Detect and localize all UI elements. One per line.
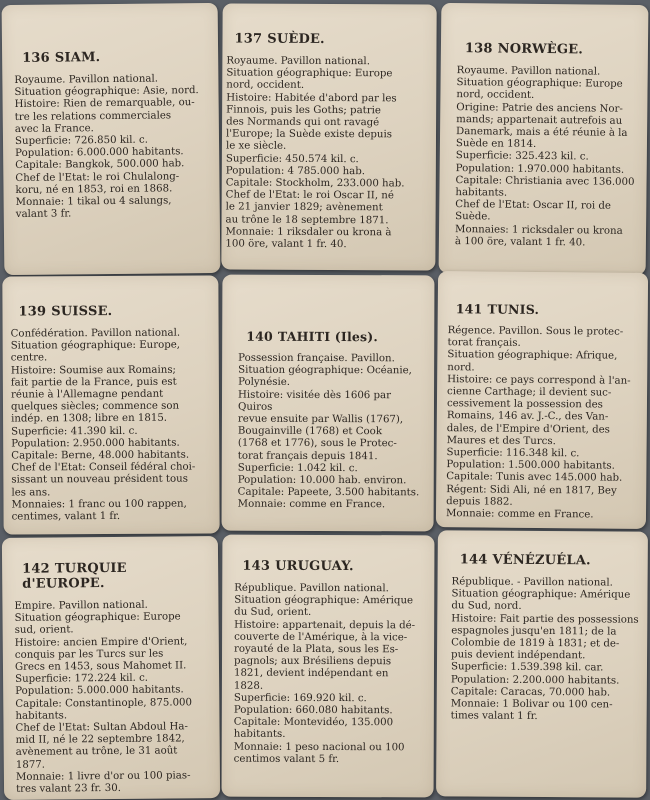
card-tahiti xyxy=(222,275,435,532)
card-line: Royaume. Pavillon national. xyxy=(226,55,370,68)
card-line: nord, occident. xyxy=(226,79,305,92)
card-country: TAHITI (Iles). xyxy=(277,328,379,345)
card-line: Situation géographique: Asie, nord. xyxy=(14,85,199,99)
card-line: Capitale: Christiania avec 136.000 xyxy=(455,174,635,188)
card-line: koru, né en 1853, roi en 1868. xyxy=(15,183,173,196)
card-title xyxy=(14,560,210,592)
card-uruguay xyxy=(222,535,435,798)
card-line: République. - Pavillon national. xyxy=(451,576,613,589)
card-line: Capitale: Papeete, 3.500 habitants. xyxy=(237,486,420,499)
card-line: Superficie: 325.423 kil. c. xyxy=(455,150,589,163)
card-line: centimos valant 5 fr. xyxy=(233,753,340,765)
card-line: Romains, 146 av. J.-C., des Van- xyxy=(446,410,609,424)
card-title xyxy=(226,31,428,47)
card-line: Maures et des Turcs. xyxy=(446,434,556,447)
card-line: Royaume. Pavillon national. xyxy=(456,65,601,78)
card-line: avec la France. xyxy=(14,122,94,135)
card-line: Superficie: 41.390 kil. c. xyxy=(11,425,138,438)
card-line: 1877. xyxy=(15,759,46,771)
card-line: Population: 2.950.000 habitants. xyxy=(11,437,180,450)
card-line: Chef de l'Etat: Conseil fédéral choi- xyxy=(11,461,196,474)
card-line: Polynésie. xyxy=(238,377,291,389)
card-line: Empire. Pavillon national. xyxy=(14,599,148,612)
card-text xyxy=(238,353,427,512)
card-line: Situation géographique: Océanie, xyxy=(238,364,412,377)
card-line: Monnaie: comme en France. xyxy=(445,508,594,521)
card-line: fait partie de la France, puis est xyxy=(10,376,177,389)
card-line: Situation géographique: Europe, xyxy=(10,339,181,352)
card-title xyxy=(457,41,642,58)
card-line: Grecs en 1453, sous Mahomet II. xyxy=(14,660,187,673)
card-line: Régence. Pavillon. Sous le protec- xyxy=(447,325,624,338)
card-line: Situation géographique: Europe xyxy=(456,77,623,91)
card-number: 137 xyxy=(234,31,263,47)
card-line: République. Pavillon national. xyxy=(234,582,389,595)
card-line: mands; appartenait autrefois au xyxy=(456,113,623,127)
card-country: URUGUAY. xyxy=(275,558,354,575)
card-country: TURQUIE d'EUROPE. xyxy=(22,560,127,592)
card-line: Monnaie: comme en France. xyxy=(237,499,386,511)
card-line: centre. xyxy=(10,352,48,364)
card-title xyxy=(448,301,642,318)
card-line: réunie à l'Allemagne pendant xyxy=(10,388,164,401)
card-line: Histoire: visitée dès 1606 par Quiros xyxy=(237,389,392,413)
card-line: Population: 660.080 habitants. xyxy=(233,704,393,717)
card-line: Chef de l'Etat: Oscar II, roi de xyxy=(455,199,612,212)
card-text xyxy=(451,576,642,724)
card-suede xyxy=(221,3,436,270)
card-line: Histoire: appartenait, depuis la dé- xyxy=(234,619,416,631)
card-line: Capitale: Constantinople, 875.000 xyxy=(15,696,193,710)
card-line: Histoire: ancien Empire d'Orient, xyxy=(14,635,188,649)
card-line: Capitale: Stockholm, 233.000 hab. xyxy=(225,177,405,190)
card-line: couverte de l'Amérique, à la vice- xyxy=(234,631,408,644)
card-line: Population: 4 785.000 hab. xyxy=(225,165,366,178)
card-line: Capitale: Berne, 48.000 habitants. xyxy=(11,449,190,462)
card-line: sud, orient. xyxy=(14,624,74,637)
card-number: 143 xyxy=(242,558,271,574)
card-line: indép. en 1308; libre en 1815. xyxy=(11,413,168,425)
card-line: Capitale: Montevidéo, 135.000 xyxy=(233,716,394,729)
card-line: Situation géographique: Amérique xyxy=(451,588,631,601)
card-line: pagnols; aux Brésiliens depuis xyxy=(233,655,392,668)
card-line: Chef de l'Etat: Sultan Abdoul Ha- xyxy=(15,721,188,734)
card-line: tres valant 23 fr. 30. xyxy=(16,782,122,795)
card-line: Superficie: 116.348 kil. c. xyxy=(446,447,580,460)
card-title xyxy=(14,49,208,66)
card-line: 100 öre, valant 1 fr. 40. xyxy=(225,238,347,251)
card-line: Suède en 1814. xyxy=(455,138,537,151)
card-line: le 21 janvier 1829; avènement xyxy=(225,201,383,214)
card-line: Population: 6.000.000 habitants. xyxy=(15,146,184,160)
card-line: Monnaies: 1 ricksdaler ou krona xyxy=(454,223,623,237)
card-line: Régent: Sidi Ali, né en 1817, Bey xyxy=(446,483,617,497)
card-line: Chef de l'Etat: le roi Chulalong- xyxy=(15,170,180,184)
card-line: Possession française. Pavillon. xyxy=(238,352,395,365)
card-country: VÉNÉZUÉLA. xyxy=(492,552,591,569)
card-line: Chef de l'Etat: le roi Oscar II, né xyxy=(225,189,394,202)
card-line: Population: 5.000.000 habitants. xyxy=(15,684,184,698)
card-line: Superficie: 169.920 kil. c. xyxy=(233,692,367,704)
card-line: Origine: Patrie des anciens Nor- xyxy=(456,101,623,115)
card-line: Monnaie: 1 riksdaler ou krona à xyxy=(225,226,392,239)
card-norwege xyxy=(439,3,649,275)
card-line: Superficie: 726.850 kil. c. xyxy=(14,134,148,148)
card-line: (1768 et 1776), sous le Protec- xyxy=(237,438,397,450)
card-text xyxy=(14,599,212,796)
card-text xyxy=(11,327,210,523)
card-line: mid II, né le 22 septembre 1842, xyxy=(15,733,185,747)
card-number: 141 xyxy=(455,301,483,317)
card-line: dales, de l'Empire d'Orient, des xyxy=(446,422,610,436)
card-line: Monnaies: 1 franc ou 100 rappen, xyxy=(11,498,187,511)
card-line: tre les relations commerciales xyxy=(14,109,172,123)
card-line: habitants. xyxy=(455,187,508,199)
card-line: centimes, valant 1 fr. xyxy=(11,511,121,523)
card-line: nord, occident. xyxy=(456,89,535,102)
card-line: Confédération. Pavillon national. xyxy=(10,327,181,340)
card-line: Monnaie: 1 peso nacional ou 100 xyxy=(233,741,405,753)
card-line: puis devient indépendant. xyxy=(451,649,586,662)
card-line: conquis par les Turcs sur les xyxy=(14,648,164,661)
card-text xyxy=(455,65,642,250)
card-line: Royaume. Pavillon national. xyxy=(14,73,158,87)
card-line: des Normands qui ont ravagé xyxy=(226,116,380,129)
card-line: le xe siècle. xyxy=(225,140,287,153)
card-number: 138 xyxy=(464,41,493,57)
card-line: les ans. xyxy=(11,486,51,499)
card-country: SIAM. xyxy=(54,50,101,66)
card-line: torat français. xyxy=(447,337,521,350)
card-line: Monnaie: 1 livre d'or ou 100 pias- xyxy=(15,770,191,783)
card-number: 144 xyxy=(459,552,488,568)
card-line: Finnois, puis les Goths; patrie xyxy=(226,104,381,117)
card-line: avènement au trône, le 31 août xyxy=(15,745,178,759)
card-title xyxy=(452,552,642,568)
card-text xyxy=(446,325,642,522)
card-line: Superficie: 450.574 kil. c. xyxy=(225,153,359,165)
card-line: cienne Carthage; il devient suc- xyxy=(447,386,612,399)
card-line: torat français depuis 1841. xyxy=(237,450,378,462)
card-line: depuis 1882. xyxy=(446,496,513,508)
card-line: Superficie: 1.539.398 kil. car. xyxy=(450,661,604,674)
card-text xyxy=(234,583,429,767)
card-line: Capitale: Tunis avec 145.000 hab. xyxy=(446,471,623,485)
card-line: Population: 10.000 hab. environ. xyxy=(237,474,407,487)
card-venezuela xyxy=(436,530,648,797)
card-line: habitants. xyxy=(233,729,286,741)
card-line: Situation géographique: Afrique, xyxy=(447,349,618,363)
card-line: Population: 1.500.000 habitants. xyxy=(446,459,615,472)
card-line: times valant 1 fr. xyxy=(450,710,538,723)
card-line: Superficie: 172.224 kil. c. xyxy=(15,672,149,686)
card-line: Monnaie: 1 Bolivar ou 100 cen- xyxy=(450,698,613,711)
card-line: Danemark, mais a été réunie à la xyxy=(456,126,628,139)
card-line: valant 3 fr. xyxy=(15,208,72,221)
card-line: au trône le 18 septembre 1871. xyxy=(225,214,389,226)
card-title xyxy=(10,303,208,319)
card-suisse xyxy=(2,275,219,534)
card-line: Bougainville (1768) et Cook xyxy=(237,425,383,438)
card-line: habitants. xyxy=(15,710,68,722)
card-line: Situation géographique: Amérique xyxy=(234,594,414,607)
card-line: l'Europe; la Suède existe depuis xyxy=(225,128,392,141)
card-turquie xyxy=(2,536,220,800)
card-title xyxy=(234,559,428,575)
card-line: Population: 2.200.000 habitants. xyxy=(450,673,620,687)
card-line: revue ensuite par Wallis (1767), xyxy=(237,413,404,426)
card-line: royauté de la Plata, sous les Es- xyxy=(234,643,399,656)
card-line: quelques siècles; commence son xyxy=(10,400,180,413)
card-line: Situation géographique: Europe xyxy=(14,611,181,625)
card-country: SUÈDE. xyxy=(267,31,325,47)
card-line: Superficie: 1.042 kil. c. xyxy=(237,462,358,474)
card-country: NORWÈGE. xyxy=(497,41,584,58)
card-number: 140 xyxy=(246,328,273,344)
card-line: Capitale: Caracas, 70.000 hab. xyxy=(450,686,611,699)
card-number: 142 xyxy=(22,561,50,577)
card-title xyxy=(238,329,426,345)
card-line: à 100 öre, valant 1 fr. 40. xyxy=(454,235,586,249)
card-line: nord. xyxy=(447,361,475,374)
card-line: Population: 1.970.000 habitants. xyxy=(455,162,625,176)
card-line: Monnaie: 1 tikal ou 4 salungs, xyxy=(15,195,172,209)
card-line: sissant un nouveau président tous xyxy=(11,474,188,486)
card-tunis xyxy=(436,271,648,529)
card-line: Suède. xyxy=(455,211,491,223)
card-line: Histoire: ce pays correspond à l'an- xyxy=(447,373,631,387)
card-line: Histoire: Rien de remarquable, ou- xyxy=(14,97,195,111)
card-siam xyxy=(2,3,221,275)
card-line: Capitale: Bangkok, 500.000 hab. xyxy=(15,158,185,172)
card-line: du Sud, nord. xyxy=(451,600,522,613)
card-line: Situation géographique: Europe xyxy=(226,67,393,80)
card-text xyxy=(225,55,428,251)
card-line: Colombie de 1819 à 1831; et de- xyxy=(451,637,620,650)
card-line: espagnoles jusqu'en 1811; de la xyxy=(451,625,617,638)
card-text xyxy=(14,73,210,221)
card-line: 1828. xyxy=(233,680,264,692)
card-country: TUNIS. xyxy=(487,301,540,317)
card-number: 139 xyxy=(18,304,47,320)
card-number: 136 xyxy=(22,50,50,66)
card-line: Histoire: Habitée d'abord par les xyxy=(226,92,397,104)
card-line: 1821, devient indépendant en xyxy=(233,668,389,680)
card-line: cessivement la possession des xyxy=(446,398,603,411)
card-line: du Sud, orient. xyxy=(234,607,312,619)
card-country: SUISSE. xyxy=(51,303,113,320)
card-line: Histoire: Fait partie des possessions xyxy=(451,612,639,626)
card-line: Histoire: Soumise aux Romains; xyxy=(10,364,177,377)
